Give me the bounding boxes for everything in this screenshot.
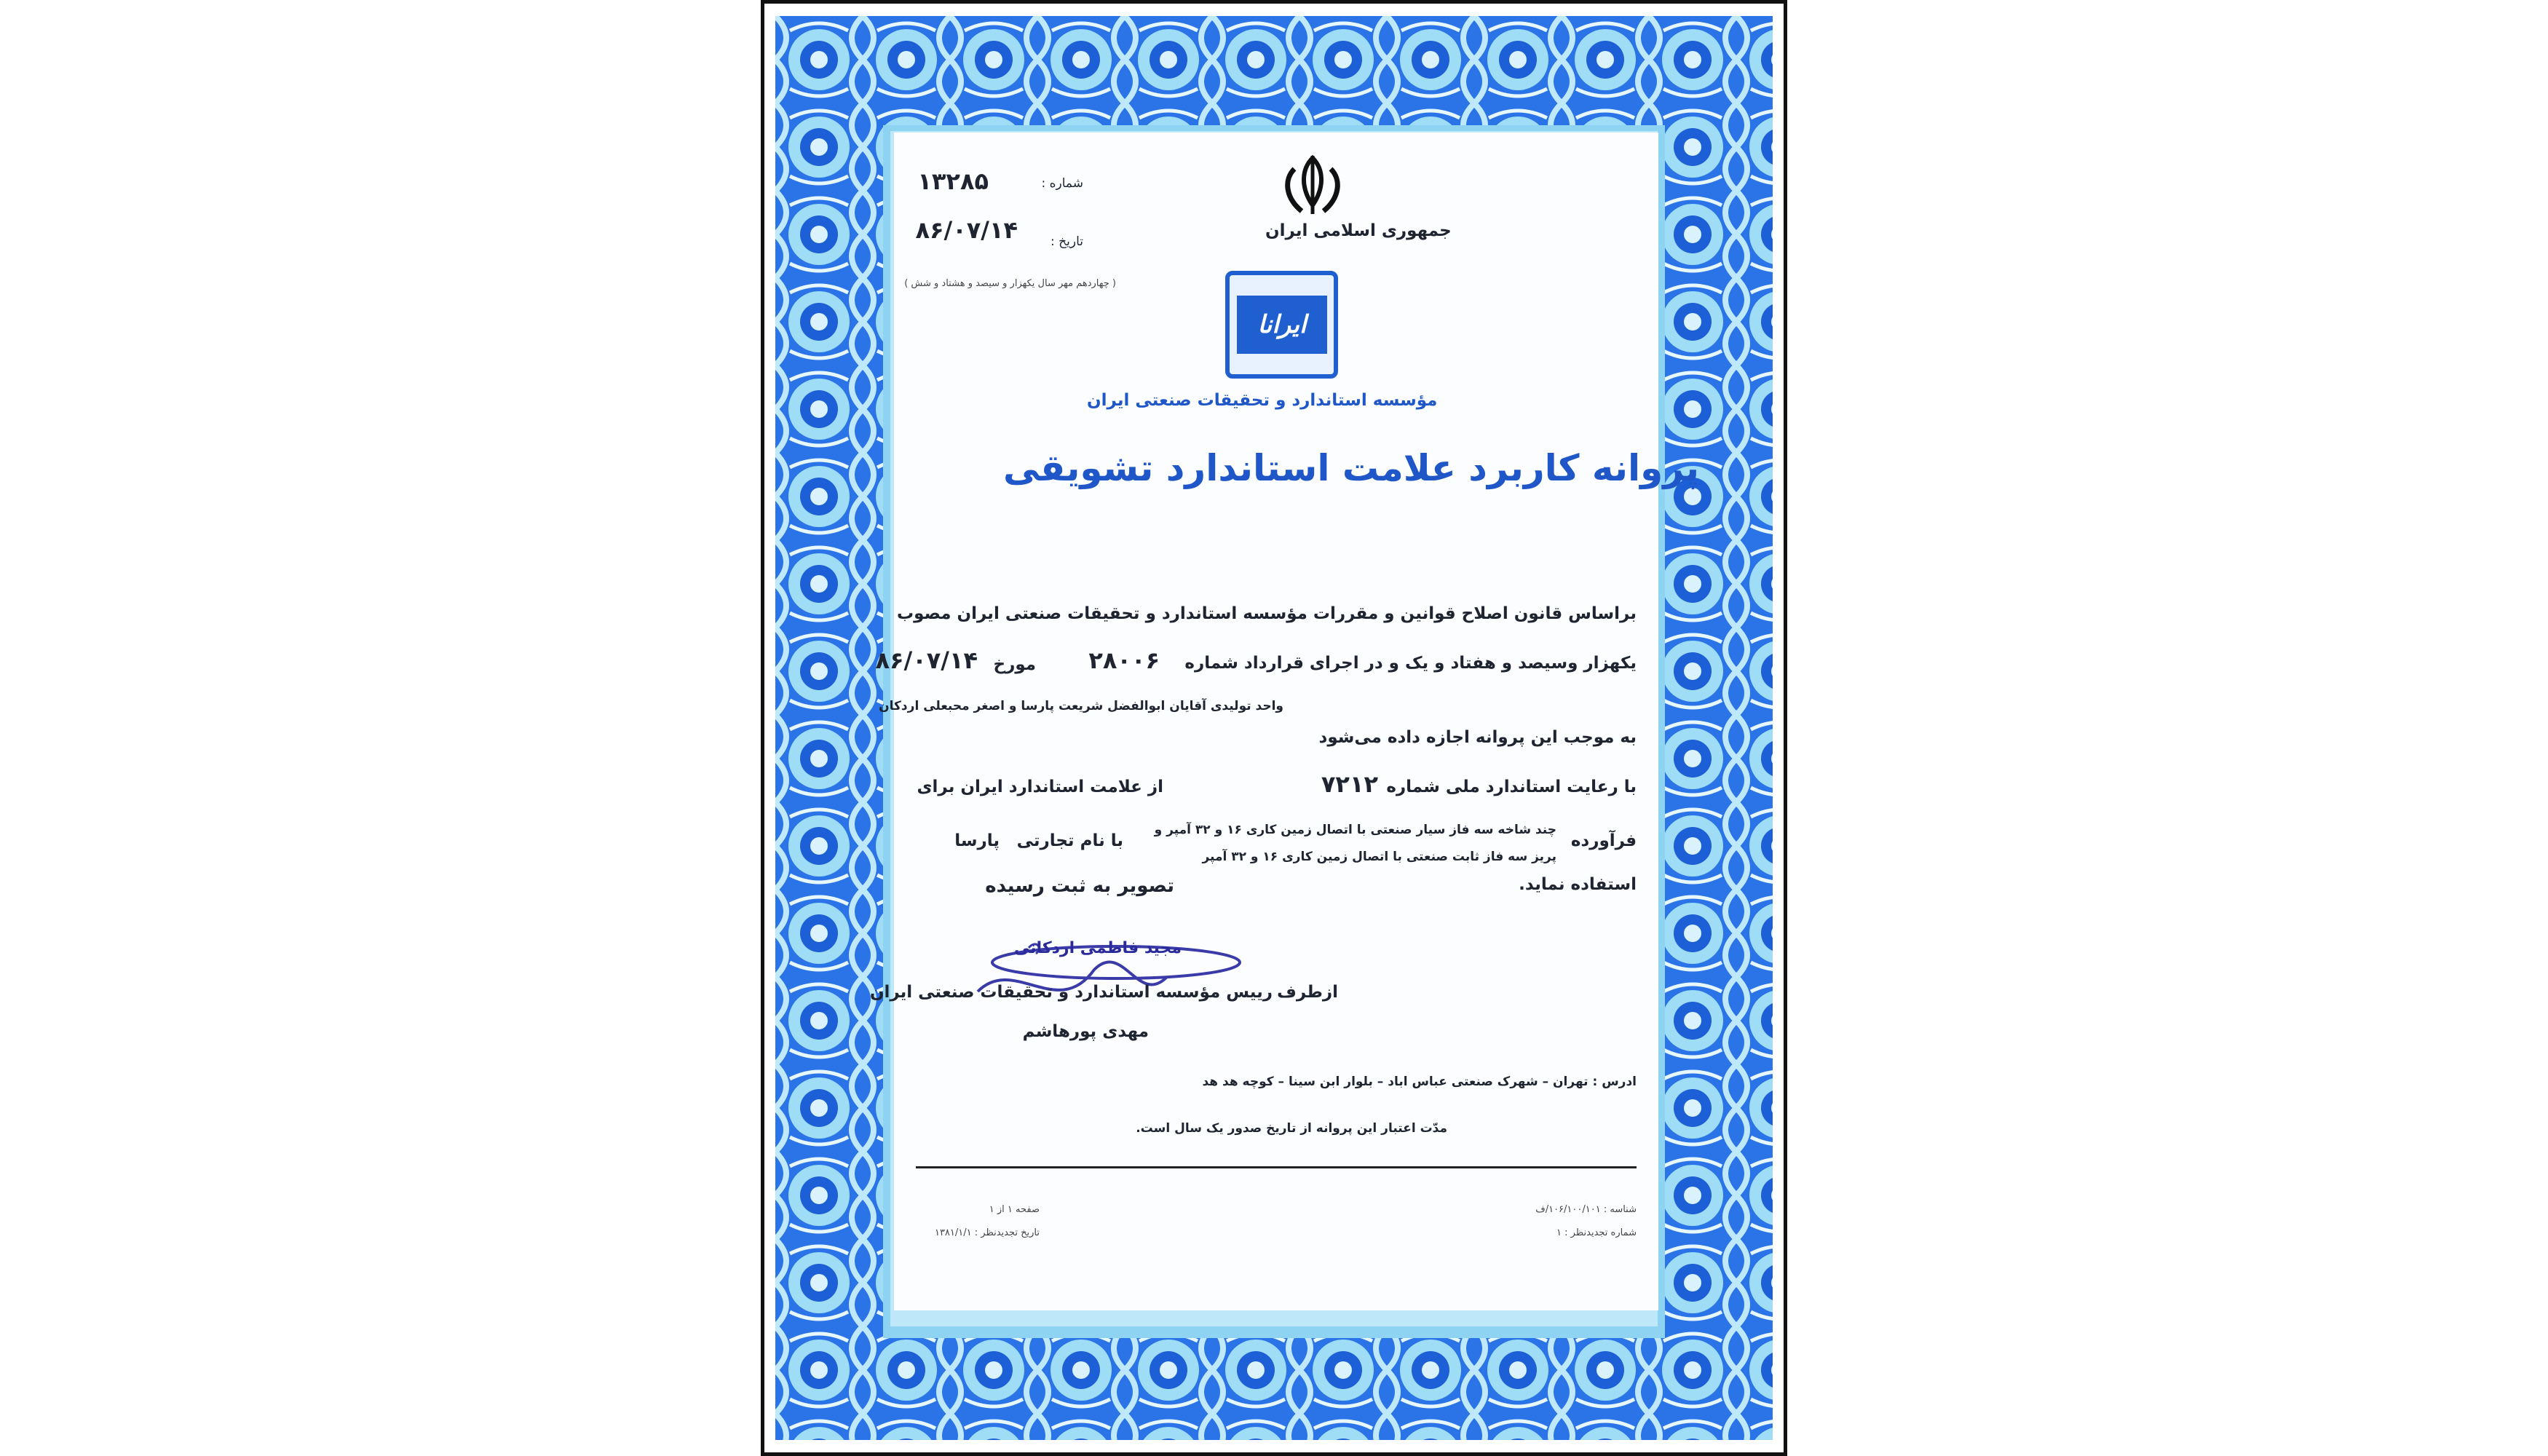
dated-label: مورخ (993, 655, 1036, 674)
on-behalf-label: ازطرف (1277, 983, 1338, 1002)
number-label: شماره : (1041, 176, 1083, 191)
isiri-logo-mark: ایرانا (1237, 296, 1327, 354)
body-line-2: یکهزار وسیصد و هفتاد و یک و در اجرای قرارداد شماره (1184, 654, 1637, 673)
doc-id: شناسه : ۱۰۶/۱۰۰/۱۰۱/ف (1535, 1204, 1637, 1215)
isiri-logo (1225, 271, 1338, 379)
page-indicator: صفحه ۱ از ۱ (989, 1204, 1040, 1215)
revision-number: شماره تجدیدنظر : ۱ (1556, 1227, 1637, 1238)
body-line-3: به موجب این پروانه اجازه داده می‌شود (1318, 728, 1637, 747)
registered-image-note: تصویر به ثبت رسیده (985, 875, 1174, 897)
revision-date: تاریخ تجدیدنظر : ۱۳۸۱/۱/۱ (934, 1227, 1040, 1238)
date-value: ۸۶/۰۷/۱۴ (915, 216, 1018, 244)
date-in-words: ( چهاردهم مهر سال یکهزار و سیصد و هشتاد و شش ) (904, 278, 1116, 289)
contract-number: ۲۸۰۰۶ (1088, 646, 1160, 674)
standard-number: ۷۲۱۲ (1321, 770, 1378, 798)
date-label: تاریخ : (1051, 234, 1083, 249)
body-line-4a: با رعایت استاندارد ملی شماره (1386, 778, 1637, 796)
republic-label: جمهوری اسلامی ایران (1265, 221, 1452, 240)
product-line-1: چند شاخه سه فاز سیار صنعتی با اتصال زمین کاری ۱۶ و ۳۲ آمپر و (1154, 823, 1556, 837)
footer-divider (916, 1166, 1637, 1168)
product-label: فرآورده (1570, 831, 1637, 850)
certificate-title: پروانه کاربرد علامت استاندارد تشویقی (1003, 447, 1700, 489)
body-line-4b: از علامت استاندارد ایران برای (917, 778, 1163, 796)
address: ادرس : تهران – شهرک صنعتی عباس اباد – بلوار ابن سینا – کوچه هد هد (1202, 1075, 1637, 1089)
product-line-2: پریز سه فاز ثابت صنعتی با اتصال زمین کاری ۱۶ و ۳۲ آمپر (1202, 850, 1556, 864)
body-line-1: براساس قانون اصلاح قوانین و مقررات مؤسسه استاندارد و تحقیقات صنعتی ایران مصوب (897, 604, 1637, 623)
number-value: ۱۳۲۸۵ (917, 167, 989, 195)
certificate-paper (869, 132, 1700, 1310)
brand-label: با نام تجارتی (1016, 831, 1123, 850)
signer-handwritten-name: مجید فاطمی اردکانی (1014, 939, 1182, 957)
contract-date: ۸۶/۰۷/۱۴ (875, 646, 978, 674)
use-text: استفاده نماید. (1519, 875, 1637, 894)
signer-name: مهدی پورهاشم (1022, 1022, 1149, 1041)
signer-role: رییس مؤسسه استاندارد و تحقیقات صنعتی ایران (869, 983, 1273, 1002)
producer-unit: واحد تولیدی آقایان ابوالفضل شریعت پارسا و اصغر محبعلی اردکان (879, 699, 1283, 713)
institute-name: مؤسسه استاندارد و تحقیقات صنعتی ایران (1087, 391, 1438, 410)
iran-emblem-icon (1273, 154, 1353, 220)
brand-name: پارسا (954, 831, 1000, 850)
validity-note: مدّت اعتبار این پروانه از تاریخ صدور یک سال است. (1136, 1121, 1447, 1136)
